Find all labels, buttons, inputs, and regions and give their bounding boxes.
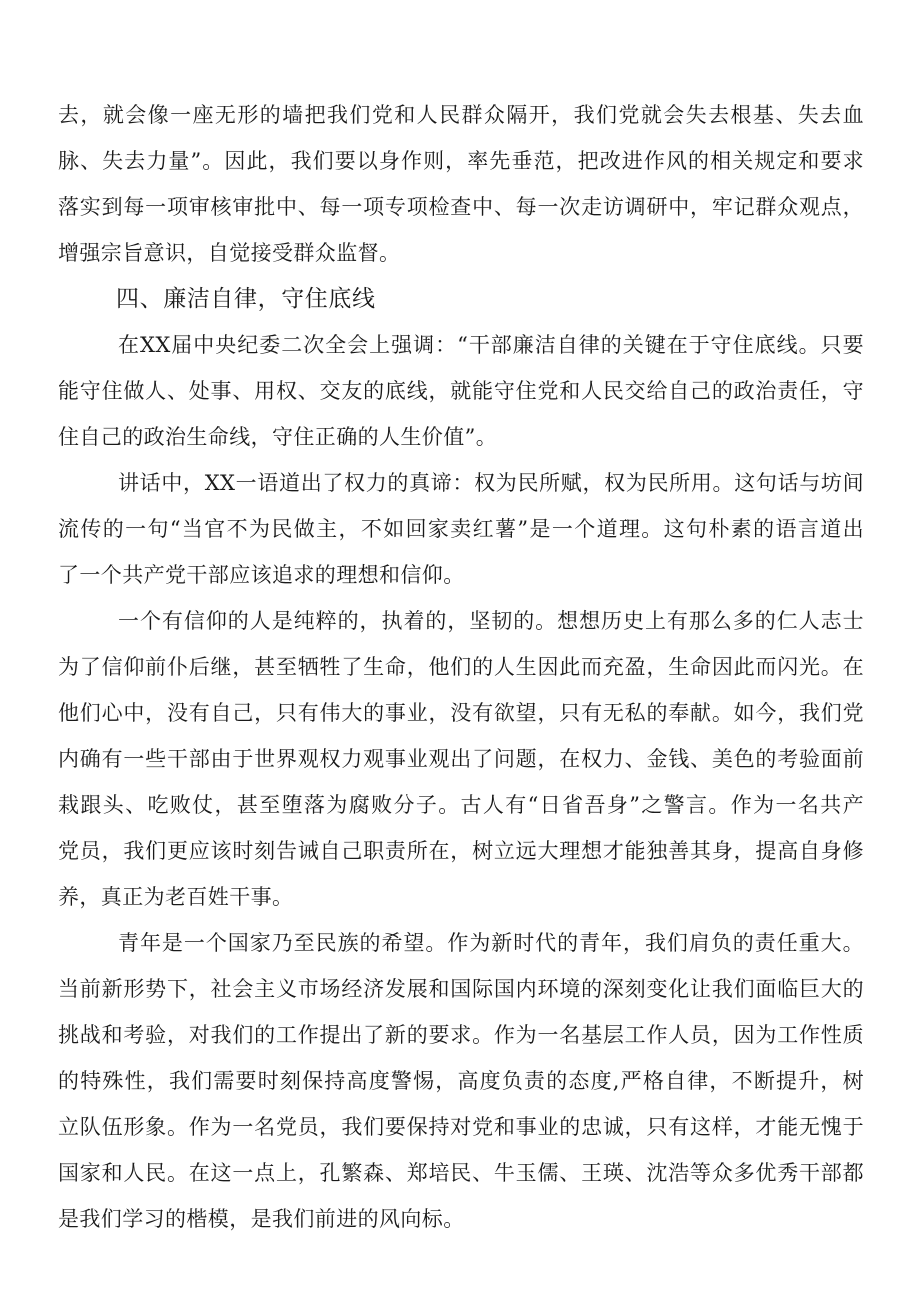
text-line: 住自己的政治生命线，守住正确的人生价值”。 xyxy=(58,425,498,449)
text-line: 党员，我们更应该时刻告诫自己职责所在，树立远大理想才能独善其身，提高自身修 xyxy=(58,839,864,863)
text-line: 内确有一些干部由于世界观权力观事业观出了问题，在权力、金钱、美色的考验面前 xyxy=(58,747,864,771)
section-heading xyxy=(58,276,864,322)
text-line: 青年是一个国家乃至民族的希望。作为新时代的青年，我们肩负的责任重大。 xyxy=(118,931,864,955)
paragraph xyxy=(58,598,864,920)
text-line: 立队伍形象。作为一名党员，我们要保持对党和事业的忠诚，只有这样，才能无愧于 xyxy=(58,1115,864,1139)
text-line: 养，真正为老百姓干事。 xyxy=(58,885,294,909)
document-page xyxy=(58,92,864,1242)
text-line: 讲话中，XX一语道出了权力的真谛：权为民所赋，权为民所用。这句话与坊间 xyxy=(118,471,864,495)
text-line: 脉、失去力量”。因此，我们要以身作则，率先垂范，把改进作风的相关规定和要求 xyxy=(58,149,864,173)
text-line: 国家和人民。在这一点上，孔繁森、郑培民、牛玉儒、王瑛、沈浩等众多优秀干部都 xyxy=(58,1161,864,1185)
text-line: 了一个共产党干部应该追求的理想和信仰。 xyxy=(58,563,465,587)
paragraph-continuation xyxy=(58,92,864,276)
text-line: 落实到每一项审核审批中、每一项专项检查中、每一次走访调研中，牢记群众观点， xyxy=(58,195,864,219)
section-heading-text: 四、廉洁自律，守住底线 xyxy=(116,286,376,312)
text-line: 是我们学习的楷模，是我们前进的风向标。 xyxy=(58,1207,465,1231)
text-line: 他们心中，没有自己，只有伟大的事业，没有欲望，只有无私的奉献。如今，我们党 xyxy=(58,701,864,725)
paragraph xyxy=(58,460,864,598)
paragraph xyxy=(58,920,864,1242)
paragraph xyxy=(58,322,864,460)
text-line: 去，就会像一座无形的墙把我们党和人民群众隔开，我们党就会失去根基、失去血 xyxy=(58,103,864,127)
text-line: 增强宗旨意识，自觉接受群众监督。 xyxy=(58,241,401,265)
text-line: 栽跟头、吃败仗，甚至堕落为腐败分子。古人有“日省吾身”之警言。作为一名共产 xyxy=(58,793,864,817)
text-line: 当前新形势下，社会主义市场经济发展和国际国内环境的深刻变化让我们面临巨大的 xyxy=(58,977,864,1001)
text-line: 在XX届中央纪委二次全会上强调：“干部廉洁自律的关键在于守住底线。只要 xyxy=(118,333,864,357)
text-line: 的特殊性，我们需要时刻保持高度警惕，高度负责的态度,严格自律，不断提升，树 xyxy=(58,1069,864,1093)
text-line: 能守住做人、处事、用权、交友的底线，就能守住党和人民交给自己的政治责任，守 xyxy=(58,379,864,403)
text-line: 挑战和考验，对我们的工作提出了新的要求。作为一名基层工作人员，因为工作性质 xyxy=(58,1023,864,1047)
text-line: 一个有信仰的人是纯粹的，执着的，坚韧的。想想历史上有那么多的仁人志士 xyxy=(118,609,864,633)
text-line: 为了信仰前仆后继，甚至牺牲了生命，他们的人生因此而充盈，生命因此而闪光。在 xyxy=(58,655,864,679)
text-line: 流传的一句“当官不为民做主，不如回家卖红薯”是一个道理。这句朴素的语言道出 xyxy=(58,517,864,541)
